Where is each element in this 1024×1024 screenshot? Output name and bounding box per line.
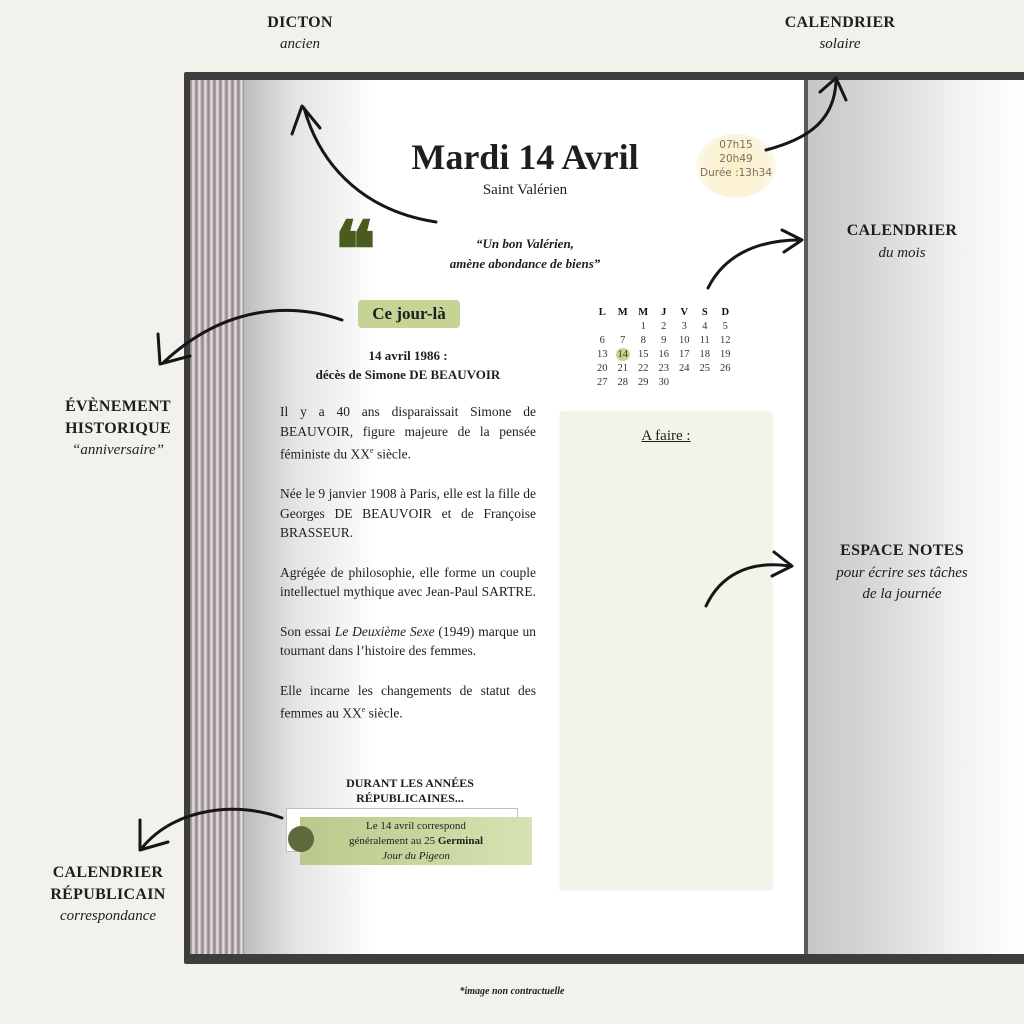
weekday-header: M (617, 306, 628, 318)
sunrise-time: 07h15 (719, 139, 753, 151)
calendar-day: 13 (597, 348, 608, 360)
label-evenement-subtitle: “anniversaire” (72, 442, 164, 458)
calendar-day: 2 (661, 321, 667, 333)
calendar-day: 17 (679, 348, 690, 360)
weekday-header: V (680, 306, 689, 318)
calendar-day: 20 (597, 362, 608, 374)
label-dicton-title: DICTON (267, 14, 333, 31)
calendar-day: 26 (720, 362, 731, 374)
notes-title: A faire : (641, 428, 691, 444)
event-paragraph-4: Son essai Le Deuxième Sexe (1949) marque un tournant dans l’histoire des femmes. (280, 623, 536, 658)
republican-heading-line2: RÉPUBLICAINES... (356, 791, 464, 805)
calendar-day: 21 (617, 362, 628, 374)
event-paragraph-2: Née le 9 janvier 1908 à Paris, elle est la fille de Georges DE BEAUVOIR et de Françoise BRASSEUR. (280, 486, 536, 540)
calendar-day: 6 (599, 335, 605, 347)
weekday-header: D (721, 306, 730, 318)
calendar-day: 19 (720, 348, 731, 360)
event-paragraph-1: Il y a 40 ans disparaissait Simone de BEAUVOIR, figure majeure de la pensée féministe du XXe siècle. (280, 404, 536, 462)
calendar-day: 25 (699, 362, 710, 374)
calendar-day: 22 (638, 362, 649, 374)
arrow-dicton (304, 108, 436, 222)
weekday-header: L (598, 306, 606, 318)
republican-line-2: généralement au 25 Germinal (348, 835, 484, 847)
calendar-day: 12 (720, 335, 731, 347)
label-evenement-line2: HISTORIQUE (65, 420, 171, 437)
label-evenement-line1: ÉVÈNEMENT (65, 398, 171, 415)
today-highlight: 14 (617, 348, 628, 360)
calendar-day: 7 (620, 335, 626, 347)
disclaimer: *image non contractuelle (459, 986, 565, 997)
arrow-dicton-head (292, 106, 320, 134)
republican-line-1: Le 14 avril correspond (366, 820, 466, 832)
saint-of-day: Saint Valérien (482, 182, 568, 198)
calendar-day: 8 (640, 335, 646, 347)
label-dicton-subtitle: ancien (280, 36, 320, 52)
event-paragraph-5: Elle incarne les changements de statut des femmes au XXe siècle. (280, 682, 536, 721)
label-notes-line1: pour écrire ses tâches (836, 565, 968, 581)
weekday-header: M (638, 306, 649, 318)
event-date: 14 avril 1986 : (368, 348, 448, 363)
label-cal-mois-subtitle: du mois (878, 245, 926, 261)
weekday-header: J (661, 306, 667, 318)
calendar-day: 24 (679, 362, 690, 374)
label-cal-mois-title: CALENDRIER (846, 222, 958, 239)
republican-line-3: Jour du Pigeon (382, 850, 450, 862)
page-date-title: Mardi 14 Avril (411, 137, 639, 177)
calendar-day: 1 (640, 321, 646, 333)
label-cal-solaire-subtitle: solaire (819, 36, 861, 52)
republican-heading-line1: DURANT LES ANNÉES (346, 776, 474, 790)
calendar-day: 5 (722, 321, 728, 333)
calendar-day: 23 (658, 362, 669, 374)
calendar-day: 9 (661, 335, 667, 347)
label-cal-rep-line2: RÉPUBLICAIN (50, 886, 166, 903)
event-paragraph-3: Agrégée de philosophie, elle forme un couple intellectuel mythique avec Jean-Paul SARTRE. (280, 564, 536, 599)
calendar-day: 10 (679, 335, 690, 347)
calendar-day: 27 (597, 376, 608, 388)
calendar-day: 11 (699, 335, 710, 347)
label-notes-title: ESPACE NOTES (840, 542, 964, 559)
calendar-day: 18 (699, 348, 710, 360)
arrow-solaire (766, 82, 836, 150)
arrow-evenement-head (158, 334, 190, 364)
event-title: décès de Simone DE BEAUVOIR (315, 367, 501, 382)
calendar-day: 15 (638, 348, 649, 360)
sunset-time: 20h49 (719, 153, 753, 165)
label-notes-line2: de la journée (862, 586, 942, 602)
calendar-day: 3 (681, 321, 687, 333)
calendar-day: 30 (658, 376, 669, 388)
calendar-day: 29 (638, 376, 649, 388)
day-duration: Durée :13h34 (700, 167, 772, 179)
ce-jour-la-badge: Ce jour-là (358, 300, 460, 328)
weekday-header: S (701, 306, 708, 318)
calendar-day: 4 (702, 321, 708, 333)
dicton-line-1: “Un bon Valérien, (476, 236, 574, 251)
dicton-line-2: amène abondance de biens” (449, 256, 601, 271)
label-cal-rep-subtitle: correspondance (59, 908, 157, 924)
quote-mark-icon: ❝ (334, 205, 376, 296)
label-cal-solaire-title: CALENDRIER (784, 14, 896, 31)
label-cal-rep-line1: CALENDRIER (52, 864, 164, 881)
calendar-day: 28 (617, 376, 628, 388)
calendar-day: 16 (658, 348, 669, 360)
arrow-notes (706, 565, 790, 606)
arrow-evenement (164, 310, 342, 362)
arrow-mois (708, 240, 800, 288)
